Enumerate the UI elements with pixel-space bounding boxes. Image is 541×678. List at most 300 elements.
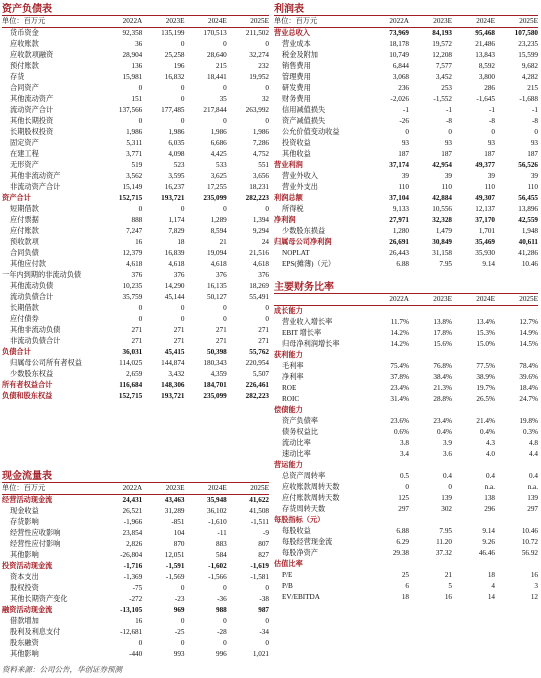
row-value — [452, 350, 495, 361]
row-label: 税金及附加 — [282, 51, 318, 59]
row-label: 应付票据 — [10, 216, 39, 224]
row-value: 271 — [131, 337, 143, 345]
row-value: 3,800 — [478, 73, 495, 81]
row-label: 经营性应收影响 — [10, 529, 61, 537]
row-label: 净利润 — [274, 216, 296, 224]
row-value: 19,094 — [206, 249, 227, 257]
header-year: 2023E — [142, 16, 184, 28]
table-row — [274, 83, 538, 94]
row-value: 152,715 — [118, 194, 143, 202]
row-value: 226,461 — [245, 381, 269, 389]
row-label: 应付账款 — [10, 227, 39, 235]
row-value: 16 — [444, 593, 452, 601]
row-value: -9 — [263, 529, 269, 537]
row-label: 利润总额 — [274, 194, 303, 202]
row-value: 49,307 — [475, 194, 495, 202]
row-label: 负债合计 — [2, 348, 31, 356]
row-value: 4,359 — [210, 370, 227, 378]
table-row — [2, 248, 269, 259]
row-value: 15,149 — [122, 183, 143, 191]
row-value: 4,618 — [210, 260, 227, 268]
table-row — [2, 336, 269, 347]
row-label: 在建工程 — [10, 150, 39, 158]
row-value: 170,513 — [203, 29, 227, 37]
table-row — [274, 482, 538, 493]
row-value: 9.14 — [482, 260, 495, 268]
row-value: 271 — [258, 337, 269, 345]
row-value: 5,311 — [126, 139, 143, 147]
table-row — [2, 627, 269, 638]
row-value — [495, 405, 538, 416]
row-value — [366, 306, 409, 318]
row-value: 0 — [223, 84, 227, 92]
row-value: 31.4% — [390, 395, 409, 403]
row-value: 1,174 — [168, 216, 185, 224]
row-label: 成长能力 — [274, 307, 303, 315]
row-label: 合同资产 — [10, 84, 39, 92]
row-value: -1,966 — [123, 518, 143, 526]
row-value: 6,844 — [392, 62, 409, 70]
table-row — [2, 583, 269, 594]
row-value: 0 — [180, 617, 185, 625]
row-value: 253 — [441, 84, 452, 92]
table-row — [274, 449, 538, 460]
row-label: 资产合计 — [2, 194, 31, 202]
table-row — [2, 358, 269, 369]
row-value: 7.95 — [439, 260, 452, 268]
row-value: 116,684 — [119, 381, 143, 389]
source-note: 资料来源：公司公告，华创证券预测 — [2, 665, 122, 674]
row-value — [366, 515, 409, 526]
row-value: 37,104 — [389, 194, 409, 202]
row-value: 0.5 — [400, 472, 409, 480]
table-row — [274, 204, 538, 215]
row-value: 19.7% — [476, 384, 495, 392]
row-value: 297 — [527, 505, 538, 513]
row-value: 1,394 — [252, 216, 269, 224]
row-value: 92,358 — [122, 29, 143, 37]
row-value: 297 — [398, 505, 409, 513]
row-value: 16,237 — [164, 183, 185, 191]
table-row — [274, 39, 538, 50]
row-value: 12.7% — [519, 318, 538, 326]
row-value: 4,282 — [521, 73, 538, 81]
row-value: 0 — [405, 483, 409, 491]
row-label: 资本支出 — [10, 573, 39, 581]
row-label: 债务权益比 — [282, 428, 318, 436]
row-value: 196 — [173, 62, 185, 70]
row-label: 其他长期投资 — [10, 117, 54, 125]
row-value: 18 — [177, 238, 185, 246]
row-value: 376 — [215, 271, 227, 279]
row-value: 37.8% — [390, 373, 409, 381]
balance-sheet-title: 资产负债表 — [2, 4, 269, 16]
row-value: 0 — [265, 639, 269, 647]
row-label: 营运能力 — [274, 461, 303, 469]
row-value: 39.6% — [519, 373, 538, 381]
table-row — [274, 138, 538, 149]
row-value: 135,199 — [161, 29, 185, 37]
row-value: 523 — [173, 161, 185, 169]
row-value: 0 — [223, 639, 227, 647]
row-value: 36,102 — [206, 507, 227, 515]
table-row — [274, 339, 538, 350]
row-label: 负债和股东权益 — [2, 392, 53, 400]
row-value: 0 — [223, 205, 227, 213]
row-value: 996 — [215, 650, 227, 658]
row-value — [452, 559, 495, 570]
table-row — [274, 460, 538, 471]
row-value: 13.4% — [476, 318, 495, 326]
table-row — [274, 116, 538, 127]
table-row — [274, 383, 538, 394]
row-value: -38 — [259, 595, 269, 603]
row-value: 12,137 — [475, 205, 495, 213]
row-value: 41,622 — [249, 496, 269, 504]
table-row — [2, 495, 269, 507]
row-value: 152,715 — [118, 392, 143, 400]
table-row — [2, 517, 269, 528]
row-value: 16 — [135, 617, 143, 625]
row-value: -1,369 — [123, 573, 143, 581]
row-value: 519 — [131, 161, 143, 169]
row-value: 139 — [527, 494, 538, 502]
table-row — [2, 204, 269, 215]
row-value: -36 — [217, 595, 227, 603]
table-row — [2, 193, 269, 204]
row-label: 投资收益 — [282, 139, 311, 147]
header-row — [2, 483, 269, 495]
row-value: 46.46 — [478, 549, 495, 557]
row-label: 速动比率 — [282, 450, 311, 458]
row-value: 45,144 — [164, 293, 185, 301]
table-row — [2, 105, 269, 116]
row-value: 6,686 — [210, 139, 227, 147]
row-value: 2,826 — [126, 540, 143, 548]
row-value: 12,051 — [164, 551, 185, 559]
row-label: 毛利率 — [282, 362, 304, 370]
row-value: 5,507 — [252, 370, 269, 378]
row-label: EPS(摊薄)（元） — [282, 260, 336, 268]
row-value: -440 — [129, 650, 143, 658]
row-value: 144,874 — [161, 359, 185, 367]
row-value: 6.88 — [396, 527, 409, 535]
balance-sheet-table — [2, 16, 269, 402]
row-value: 114,025 — [119, 359, 143, 367]
row-value: 187 — [527, 150, 538, 158]
table-row — [274, 317, 538, 328]
row-value: 21.4% — [476, 417, 495, 425]
row-value: 39 — [530, 172, 538, 180]
row-value: 271 — [131, 326, 143, 334]
row-value: 55,762 — [249, 348, 269, 356]
row-value: 1,986 — [168, 128, 185, 136]
row-value: 3.4 — [400, 450, 409, 458]
row-value: 0 — [138, 315, 143, 323]
row-value: 10.72 — [521, 538, 538, 546]
row-value: 110 — [484, 183, 495, 191]
table-row — [274, 515, 538, 526]
row-value: 0 — [138, 205, 143, 213]
row-value: 9,294 — [252, 227, 269, 235]
row-label: 获利能力 — [274, 351, 303, 359]
row-value: 0 — [180, 315, 185, 323]
row-value: 42,559 — [518, 216, 538, 224]
row-value: 21,486 — [475, 40, 495, 48]
row-value: 50,127 — [206, 293, 227, 301]
row-value: -1 — [489, 106, 495, 114]
row-value: 56,455 — [518, 194, 538, 202]
row-value: 3,625 — [210, 172, 227, 180]
row-label: EV/EBITDA — [282, 593, 320, 601]
row-value: 26.5% — [476, 395, 495, 403]
row-label: 估值比率 — [274, 560, 303, 568]
row-value: 8,592 — [478, 62, 495, 70]
row-value: 0 — [223, 617, 227, 625]
row-label: 每股净资产 — [282, 549, 318, 557]
row-value: 263,992 — [245, 106, 269, 114]
row-value: 4.8 — [529, 439, 538, 447]
table-row — [274, 61, 538, 72]
row-value — [409, 515, 452, 526]
table-row — [2, 237, 269, 248]
row-value: 38.4% — [433, 373, 452, 381]
row-value: -23 — [174, 595, 185, 603]
row-value — [409, 405, 452, 416]
row-value: 235,099 — [203, 392, 227, 400]
header-year: 2022A — [100, 483, 142, 495]
row-value: 827 — [258, 551, 269, 559]
row-value: 11.20 — [436, 538, 452, 546]
row-value: 0.4 — [486, 472, 495, 480]
row-value: 25,258 — [164, 51, 185, 59]
row-value: 39 — [401, 172, 409, 180]
header-unit: 单位：百万元 — [2, 483, 100, 495]
row-label: 研发费用 — [282, 84, 311, 92]
row-value: 3,452 — [435, 73, 452, 81]
table-row — [274, 570, 538, 581]
row-label: 归属母公司净利润 — [274, 238, 332, 246]
row-value: -34 — [259, 628, 269, 636]
row-value: -1,511 — [250, 518, 269, 526]
table-row — [274, 548, 538, 559]
row-value: 4,618 — [126, 260, 143, 268]
cash-flow-title: 现金流量表 — [2, 471, 269, 483]
row-value: 24.7% — [519, 395, 538, 403]
table-row — [2, 572, 269, 583]
header-year: 2025E — [227, 16, 269, 28]
table-row — [274, 193, 538, 204]
table-row — [274, 559, 538, 570]
row-label: 少数股东损益 — [282, 227, 326, 235]
table-row — [2, 72, 269, 83]
row-label: 非流动资产合计 — [10, 183, 61, 191]
row-value: 1,701 — [478, 227, 495, 235]
row-label: 营业收入增长率 — [282, 318, 333, 326]
row-value: 8,594 — [210, 227, 227, 235]
row-label: ROIC — [282, 395, 300, 403]
row-value: 236 — [398, 84, 409, 92]
row-value: 7,829 — [168, 227, 185, 235]
row-value: n.a. — [527, 483, 538, 491]
table-row — [274, 471, 538, 482]
row-value: 18,231 — [249, 183, 269, 191]
header-unit: 单位：百万元 — [274, 16, 366, 28]
row-value: 0 — [223, 40, 227, 48]
row-label: ROE — [282, 384, 297, 392]
table-row — [2, 281, 269, 292]
header-year: 2024E — [452, 16, 495, 28]
row-label: 流动比率 — [282, 439, 311, 447]
row-value: -1 — [532, 106, 538, 114]
table-row — [274, 416, 538, 427]
row-value — [495, 306, 538, 318]
row-value: 987 — [258, 606, 269, 614]
row-value: -1,716 — [123, 562, 143, 570]
row-value: 76.8% — [433, 362, 452, 370]
row-value: 10.46 — [521, 527, 538, 535]
row-label: 短期借款 — [10, 205, 39, 213]
row-value: 55,491 — [249, 293, 269, 301]
row-value: 211,502 — [245, 29, 269, 37]
header-year: 2024E — [185, 483, 227, 495]
row-value: 988 — [215, 606, 227, 614]
row-value: 21 — [219, 238, 227, 246]
row-value: 0 — [265, 584, 269, 592]
row-value: 37,170 — [475, 216, 495, 224]
ratios-table — [274, 294, 538, 603]
table-row — [2, 138, 269, 149]
row-label: 管理费用 — [282, 73, 311, 81]
row-value: 56.92 — [521, 549, 538, 557]
row-value: 14,290 — [164, 282, 185, 290]
row-value: 1,986 — [210, 128, 227, 136]
row-label: 其他影响 — [10, 650, 39, 658]
row-value — [495, 515, 538, 526]
row-label: 其他流动资产 — [10, 95, 54, 103]
row-value: 3.9 — [443, 439, 452, 447]
header-year: 2025E — [495, 16, 538, 28]
row-value: 0 — [138, 117, 143, 125]
table-row — [274, 537, 538, 548]
header-year: 2023E — [409, 294, 452, 306]
row-value: 177,485 — [161, 106, 185, 114]
row-value: 93 — [401, 139, 409, 147]
row-value: 184,701 — [203, 381, 227, 389]
row-value: 30,849 — [432, 238, 452, 246]
row-value: 9,682 — [521, 62, 538, 70]
row-label: 其他收益 — [282, 150, 311, 158]
table-row — [274, 149, 538, 160]
row-value: -75 — [132, 584, 143, 592]
row-value: 28,904 — [122, 51, 143, 59]
row-label: 固定资产 — [10, 139, 39, 147]
row-value: -1,552 — [433, 95, 452, 103]
row-value: -1,619 — [250, 562, 269, 570]
table-row — [274, 127, 538, 138]
row-value: 180,343 — [203, 359, 227, 367]
table-row — [2, 616, 269, 627]
row-value: 23,235 — [518, 40, 538, 48]
row-value: 32,274 — [249, 51, 269, 59]
table-row — [274, 361, 538, 372]
row-value: 13.8% — [433, 318, 452, 326]
row-value: 296 — [484, 505, 495, 513]
row-value: -1,566 — [208, 573, 227, 581]
row-value: 1,948 — [521, 227, 538, 235]
row-label: 应收账款 — [10, 40, 39, 48]
row-value: 7,577 — [435, 62, 452, 70]
table-row — [274, 581, 538, 592]
row-value: 883 — [215, 540, 227, 548]
row-value: 0.3% — [523, 428, 538, 436]
row-value: -8 — [532, 117, 538, 125]
row-value: 49,377 — [475, 161, 495, 169]
row-value: 187 — [398, 150, 409, 158]
row-value: 376 — [173, 271, 185, 279]
row-value: 271 — [258, 326, 269, 334]
row-value: -1,688 — [519, 95, 538, 103]
row-label: 其他流动负债 — [10, 282, 54, 290]
table-row — [274, 226, 538, 237]
row-value: 21 — [444, 571, 452, 579]
row-label: 营业成本 — [282, 40, 311, 48]
row-value: -1,610 — [208, 518, 227, 526]
row-value: 376 — [131, 271, 143, 279]
table-row — [274, 350, 538, 361]
row-value: 27,971 — [389, 216, 409, 224]
row-label: 投资活动现金流 — [2, 562, 53, 570]
row-label: 净利率 — [282, 373, 304, 381]
row-value: 84,193 — [432, 29, 452, 37]
row-value: 39 — [487, 172, 495, 180]
row-value: 286 — [484, 84, 495, 92]
row-value: 14 — [487, 593, 495, 601]
row-value: 0 — [138, 639, 143, 647]
row-value: 0 — [265, 315, 269, 323]
row-value: 0 — [180, 639, 185, 647]
row-value: 10,235 — [122, 282, 143, 290]
row-label: 应付债券 — [10, 315, 39, 323]
row-value: 23.4% — [433, 417, 452, 425]
row-value: 4,618 — [252, 260, 269, 268]
row-value: 38.9% — [476, 373, 495, 381]
row-label: 经营活动现金流 — [2, 496, 53, 504]
row-value: 4.3 — [486, 439, 495, 447]
table-row — [2, 528, 269, 539]
row-value: 4,752 — [252, 150, 269, 158]
row-value: 56,526 — [518, 161, 538, 169]
row-value: 36 — [135, 40, 143, 48]
row-value: 4,618 — [168, 260, 185, 268]
row-value: 36,031 — [122, 348, 143, 356]
row-value: 3,432 — [168, 370, 185, 378]
row-value: 18 — [401, 593, 409, 601]
row-label: 经营性应付影响 — [10, 540, 61, 548]
row-value: 3,771 — [126, 150, 143, 158]
header-year: 2024E — [452, 294, 495, 306]
row-value: -272 — [129, 595, 143, 603]
row-value: 0 — [448, 483, 452, 491]
row-value: 193,721 — [161, 194, 185, 202]
row-value — [366, 405, 409, 416]
row-value: -1,591 — [165, 562, 185, 570]
row-value: 42,954 — [432, 161, 452, 169]
row-value — [366, 460, 409, 471]
row-value: 0 — [180, 84, 185, 92]
row-label: 销售费用 — [282, 62, 311, 70]
income-statement-title: 利润表 — [274, 4, 538, 16]
